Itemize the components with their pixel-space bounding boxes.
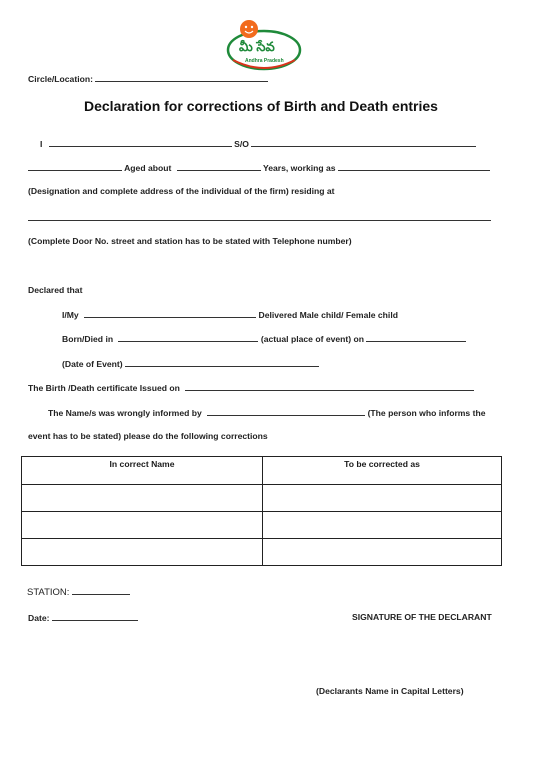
occupation-blank[interactable]	[338, 162, 490, 171]
address-blank[interactable]	[28, 220, 491, 221]
imy-row	[62, 309, 398, 320]
date-blank[interactable]	[52, 612, 138, 621]
name-blank[interactable]	[49, 138, 232, 147]
circle-location-row	[28, 73, 268, 84]
event-stated-note: event has to be stated) please do the following corrections	[28, 431, 268, 441]
station-label: STATION:	[27, 587, 70, 598]
informed-label: The Name/s was wrongly informed by	[48, 408, 202, 418]
table-row	[22, 485, 502, 512]
station-row	[27, 586, 130, 598]
mee-seva-logo	[225, 18, 303, 74]
informer-blank[interactable]	[207, 407, 365, 416]
age-blank[interactable]	[177, 162, 261, 171]
blank-before-age[interactable]	[28, 162, 122, 171]
declarant-name-label: (Declarants Name in Capital Letters)	[316, 686, 464, 696]
date-event-blank[interactable]	[125, 358, 319, 367]
born-died-label: Born/Died in	[62, 334, 114, 344]
table-cell[interactable]	[263, 485, 502, 512]
declared-that-label: Declared that	[28, 285, 83, 295]
corrections-table	[21, 456, 502, 566]
informed-row	[48, 407, 486, 418]
table-header-row	[22, 457, 502, 485]
person-informs-note: (The person who informs the	[367, 408, 486, 418]
table-cell[interactable]	[22, 539, 263, 566]
imy-blank[interactable]	[84, 309, 256, 318]
station-blank[interactable]	[72, 586, 130, 595]
table-cell[interactable]	[263, 512, 502, 539]
i-row	[40, 138, 476, 149]
imy-label: I/My	[62, 310, 79, 320]
father-name-blank[interactable]	[251, 138, 476, 147]
date-label: Date:	[28, 613, 50, 623]
date-row	[28, 612, 138, 623]
door-note: (Complete Door No. street and station has to be stated with Telephone number)	[28, 236, 352, 246]
born-row	[62, 333, 466, 344]
incorrect-name-header: In correct Name	[22, 457, 263, 485]
circle-location-blank[interactable]	[95, 73, 268, 82]
certificate-row	[28, 382, 474, 393]
table-row	[22, 539, 502, 566]
delivered-label: Delivered Male child/ Female child	[258, 310, 398, 320]
date-event-row	[62, 358, 319, 369]
certificate-label: The Birth /Death certificate Issued on	[28, 383, 180, 393]
page-title: Declaration for corrections of Birth and Death entries	[84, 98, 438, 114]
age-row	[28, 162, 490, 173]
signature-label: SIGNATURE OF THE DECLARANT	[352, 612, 492, 622]
place-blank[interactable]	[118, 333, 258, 342]
i-label: I	[40, 139, 43, 149]
corrected-as-header: To be corrected as	[263, 457, 502, 485]
table-row	[22, 512, 502, 539]
circle-location-label: Circle/Location:	[28, 74, 93, 84]
aged-label: Aged about	[124, 163, 172, 173]
logo-script-text: మీ సేవ	[239, 39, 275, 54]
years-working-label: Years, working as	[262, 163, 336, 173]
table-cell[interactable]	[263, 539, 502, 566]
actual-place-label: (actual place of event) on	[260, 334, 365, 344]
date-event-label: (Date of Event)	[62, 359, 123, 369]
certificate-blank[interactable]	[185, 382, 474, 391]
table-cell[interactable]	[22, 512, 263, 539]
event-on-blank[interactable]	[366, 333, 466, 342]
logo-tagline: Andhra Pradesh	[245, 58, 284, 64]
table-cell[interactable]	[22, 485, 263, 512]
so-label: S/O	[234, 139, 249, 149]
designation-note: (Designation and complete address of the individual of the firm) residing at	[28, 186, 335, 196]
